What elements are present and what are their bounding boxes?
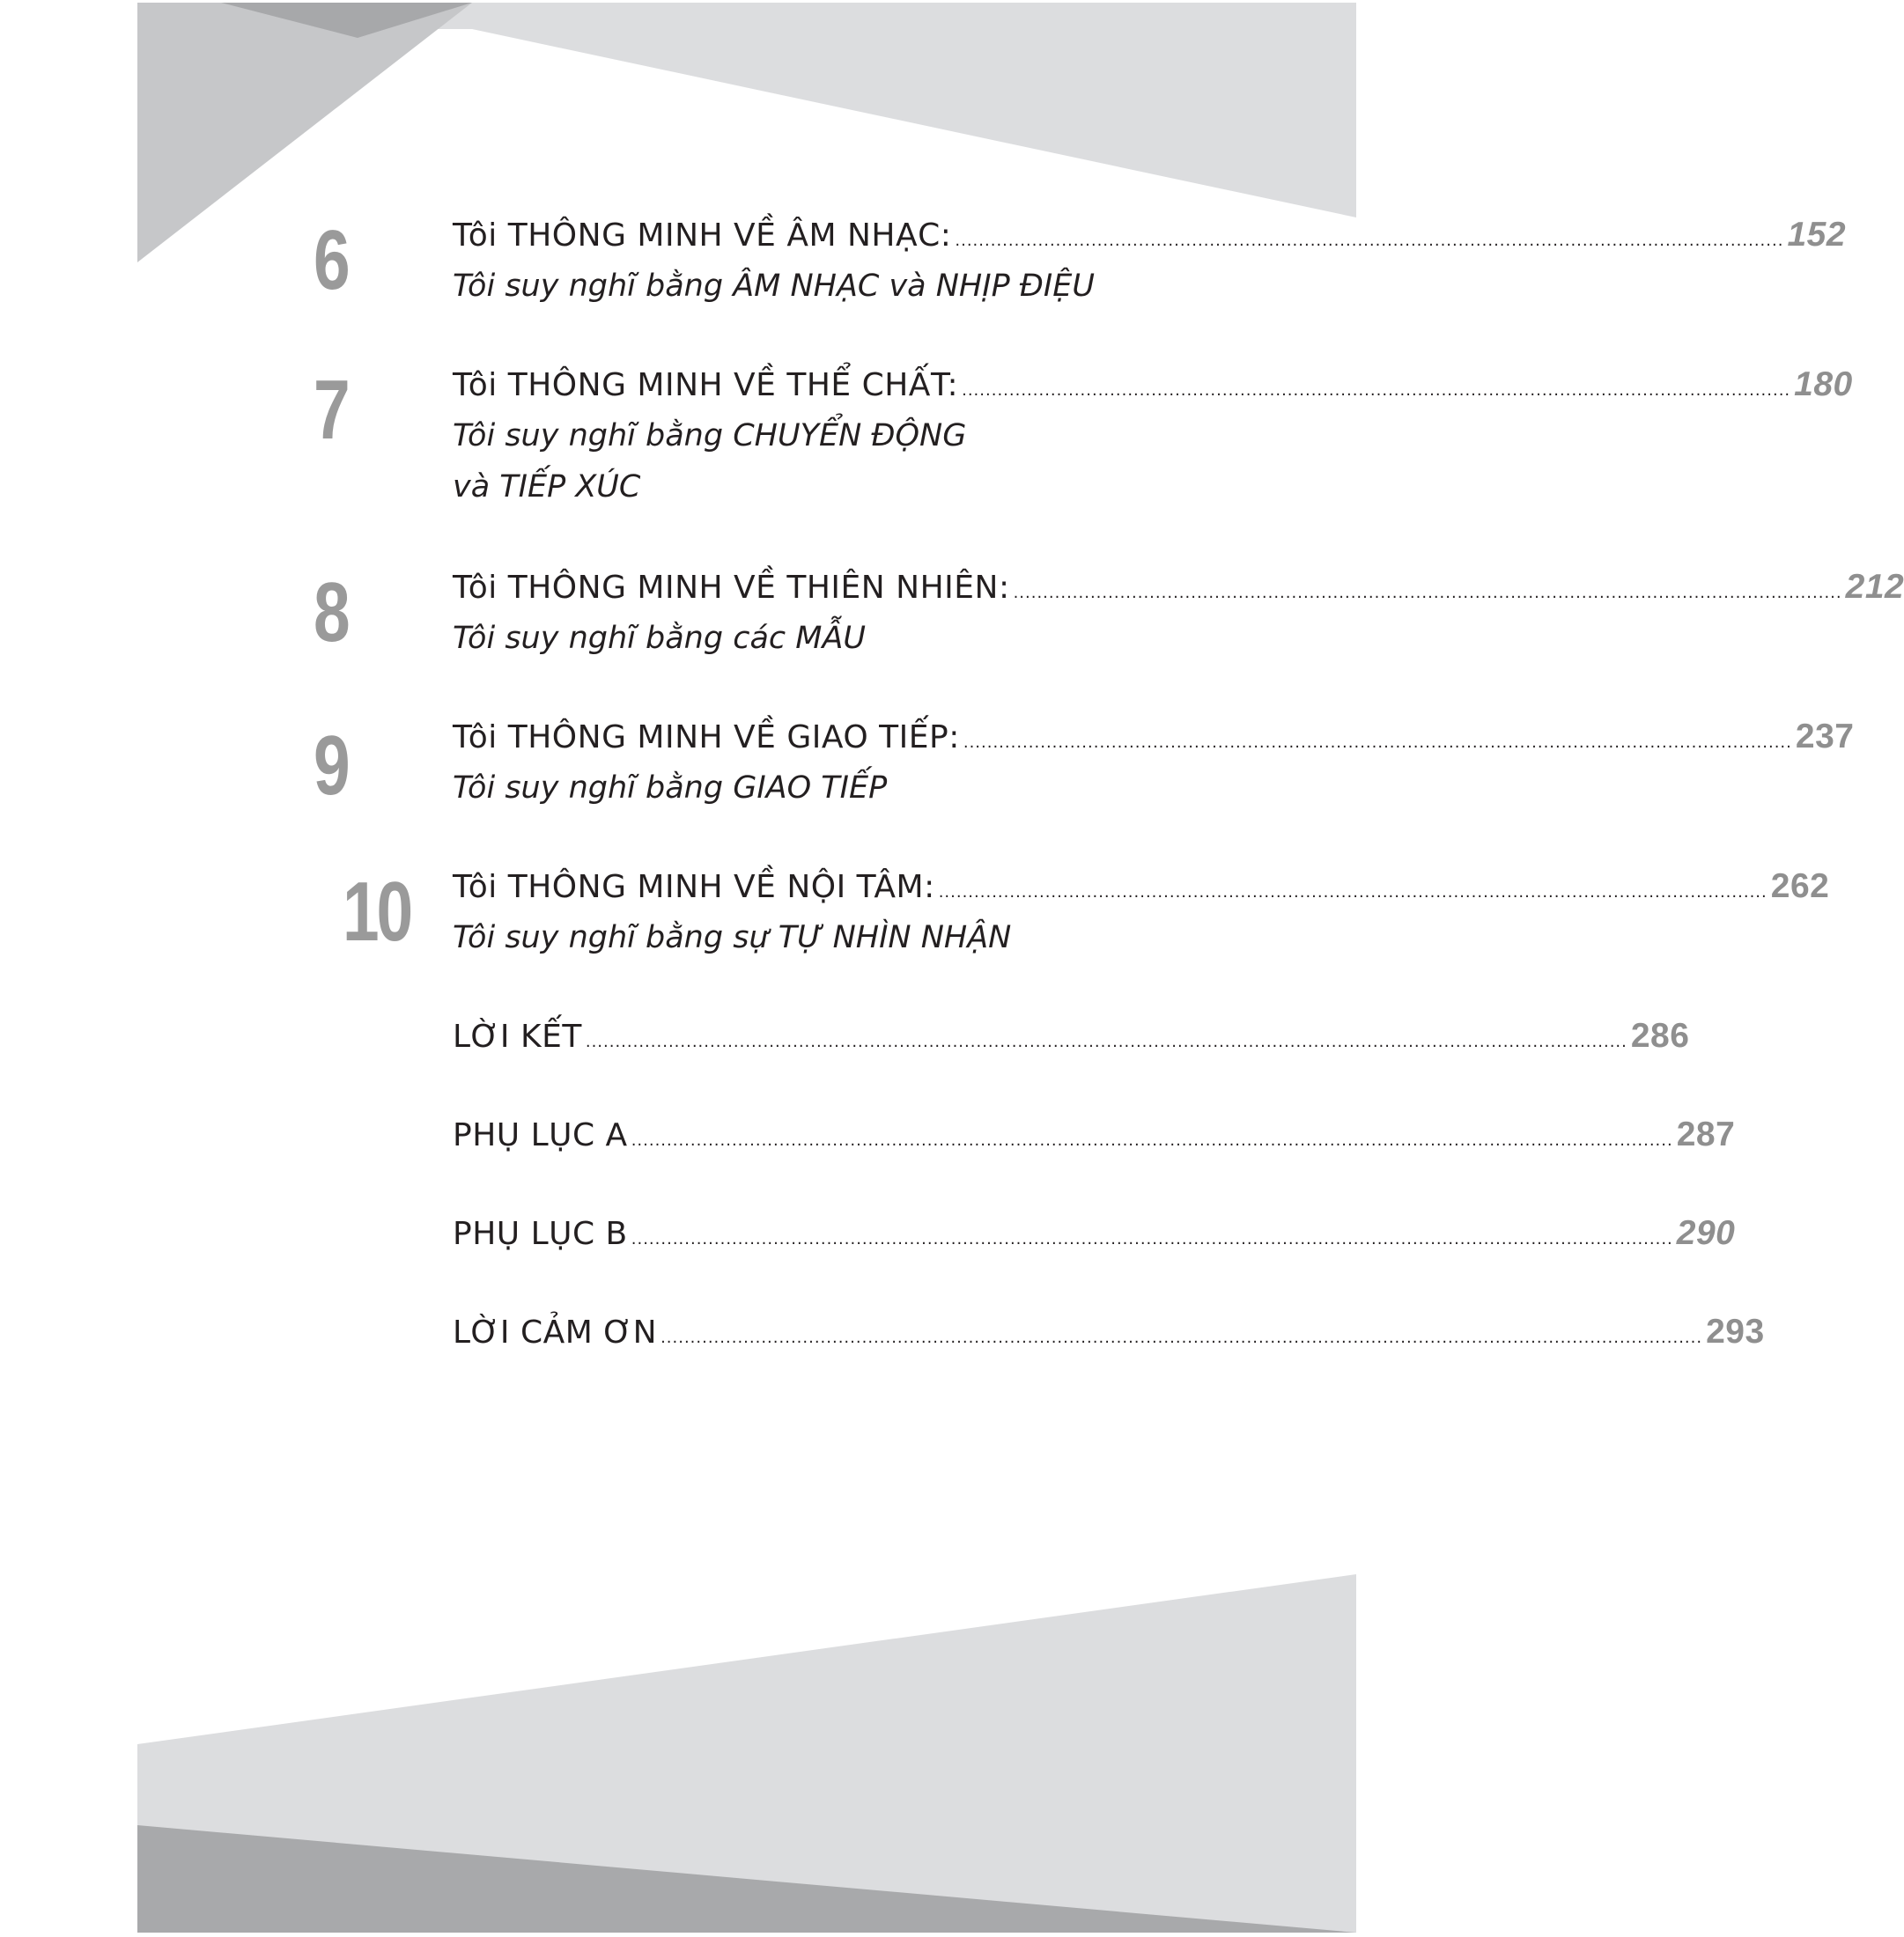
page-number: 262 bbox=[1770, 867, 1830, 905]
chapter-heading-line bbox=[453, 210, 1847, 267]
chapter-heading-line bbox=[453, 562, 1904, 619]
chapter-heading-line bbox=[453, 359, 1853, 416]
chapter-subtitle: Tôi suy nghĩ bằng ÂM NHẠC và NHỊP ĐIỆU bbox=[453, 269, 1095, 304]
chapter-title: Tôi THÔNG MINH VỀ GIAO TIẾP: bbox=[453, 719, 960, 755]
leader-dots: ............................................................................................................................................ bbox=[962, 381, 1791, 400]
chapter-subtitle-line-1: Tôi suy nghĩ bằng CHUYỂN ĐỘNG bbox=[453, 418, 967, 453]
chapter-title: Tôi THÔNG MINH VỀ NỘI TÂM: bbox=[453, 869, 935, 905]
chapter-number: 6 bbox=[314, 213, 348, 307]
entry-line bbox=[453, 1109, 1736, 1167]
page-number: 237 bbox=[1795, 718, 1855, 755]
entry-line bbox=[453, 1208, 1736, 1265]
leader-dots: ............................................................................................................................................ bbox=[1013, 584, 1842, 602]
chapter-title: Tôi THÔNG MINH VỀ ÂM NHẠC: bbox=[453, 217, 952, 254]
book-page bbox=[137, 3, 1904, 1933]
entry-title: PHỤ LỤC A bbox=[453, 1117, 628, 1153]
entry-title: PHỤ LỤC B bbox=[453, 1216, 628, 1252]
chapter-title: Tôi THÔNG MINH VỀ THIÊN NHIÊN: bbox=[453, 570, 1010, 606]
leader-dots: ............................................................................................................................................ bbox=[955, 232, 1784, 250]
entry-title: LỜI CẢM ƠN bbox=[453, 1315, 658, 1351]
chapter-number: 8 bbox=[314, 565, 348, 659]
leader-dots: ................................................................................................................................................................................ bbox=[631, 1131, 1673, 1150]
chapter-heading-line bbox=[453, 711, 1855, 769]
leader-dots: ................................................................................................................................................................................ bbox=[660, 1329, 1703, 1347]
page-number: 287 bbox=[1676, 1116, 1736, 1153]
page-number: 286 bbox=[1630, 1017, 1690, 1055]
entry-title: LỜI KẾT bbox=[453, 1019, 582, 1055]
chapter-subtitle: Tôi suy nghĩ bằng GIAO TIẾP bbox=[453, 770, 888, 806]
leader-dots: ................................................................................................................................................................................ bbox=[585, 1033, 1627, 1051]
entry-line bbox=[453, 1011, 1690, 1068]
chapter-number: 7 bbox=[314, 363, 348, 457]
leader-dots: ................................................................................................................................................................................ bbox=[631, 1230, 1673, 1248]
page-number: 152 bbox=[1787, 216, 1847, 254]
leader-dots: ............................................................................................................................................ bbox=[963, 733, 1792, 752]
page-number: 293 bbox=[1706, 1313, 1765, 1351]
chapter-subtitle: Tôi suy nghĩ bằng các MẪU bbox=[453, 621, 867, 656]
chapter-subtitle: Tôi suy nghĩ bằng sự TỰ NHÌN NHẬN bbox=[453, 920, 1012, 955]
chapter-number: 10 bbox=[343, 865, 411, 959]
chapter-title: Tôi THÔNG MINH VỀ THỂ CHẤT: bbox=[453, 367, 959, 403]
leader-dots: ............................................................................................................................................ bbox=[938, 883, 1767, 902]
page-number: 212 bbox=[1845, 568, 1904, 606]
chapter-heading-line bbox=[453, 861, 1830, 918]
entry-line bbox=[453, 1307, 1765, 1364]
page-number: 180 bbox=[1794, 365, 1853, 403]
page-number: 290 bbox=[1676, 1214, 1736, 1252]
chapter-subtitle-line-2: và TIẾP XÚC bbox=[453, 469, 641, 505]
chapter-number: 9 bbox=[314, 718, 348, 813]
